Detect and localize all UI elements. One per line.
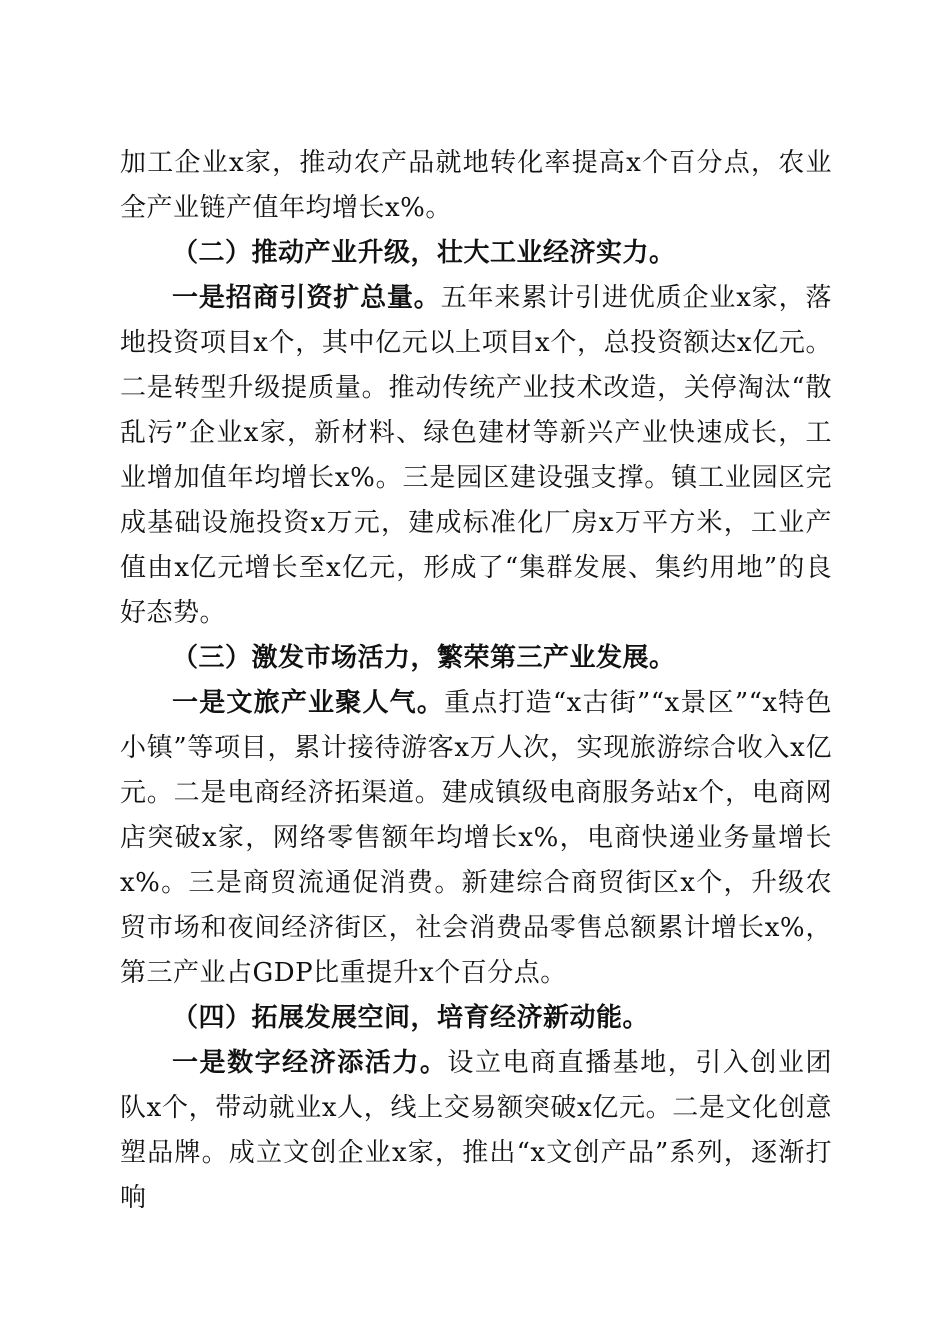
section-heading-2: （二）推动产业升级，壮大工业经济实力。 [172, 238, 676, 268]
section-heading-3: （三）激发市场活力，繁荣第三产业发展。 [172, 643, 676, 673]
paragraph-tertiary [120, 681, 832, 996]
paragraph-body: 五年来累计引进优质企业x家，落地投资项目x个，其中亿元以上项目x个，总投资额达x亿元。二是转型升级提质量。推动传统产业技术改造，关停淘汰“散乱污”企业x家，新材料、绿色建材等新兴产业快速成长，工业增加值年均增长x%。三是园区建设强支撑。镇工业园区完成基础设施投资x万元，建成标准化厂房x万平方米，工业产值由x亿元增长至x亿元，形成了“集群发展、集约用地”的良好态势。 [120, 283, 832, 628]
paragraph-lead: 一是文旅产业聚人气。 [172, 688, 445, 718]
paragraph-lead: 一是招商引资扩总量。 [172, 283, 441, 313]
document-page [120, 141, 832, 1221]
paragraph-industry [120, 276, 832, 636]
paragraph-lead: 一是数字经济添活力。 [172, 1048, 448, 1078]
section-heading-4: （四）拓展发展空间，培育经济新动能。 [172, 1003, 650, 1033]
paragraph-body: 设立电商直播基地，引入创业团队x个，带动就业x人，线上交易额突破x亿元。二是文化创意塑品牌。成立文创企业x家，推出“x文创产品”系列，逐渐打响 [120, 1048, 832, 1213]
paragraph-continued: 加工企业x家，推动农产品就地转化率提高x个百分点，农业全产业链产值年均增长x%。 [120, 148, 832, 223]
paragraph-new-momentum [120, 1041, 832, 1221]
paragraph-body: 重点打造“x古街”“x景区”“x特色小镇”等项目，累计接待游客x万人次，实现旅游综合收入x亿元。二是电商经济拓渠道。建成镇级电商服务站x个，电商网店突破x家，网络零售额年均增长x%，电商快递业务量增长x%。三是商贸流通促消费。新建综合商贸街区x个，升级农贸市场和夜间经济街区，社会消费品零售总额累计增长x%，第三产业占GDP比重提升x个百分点。 [120, 688, 832, 988]
